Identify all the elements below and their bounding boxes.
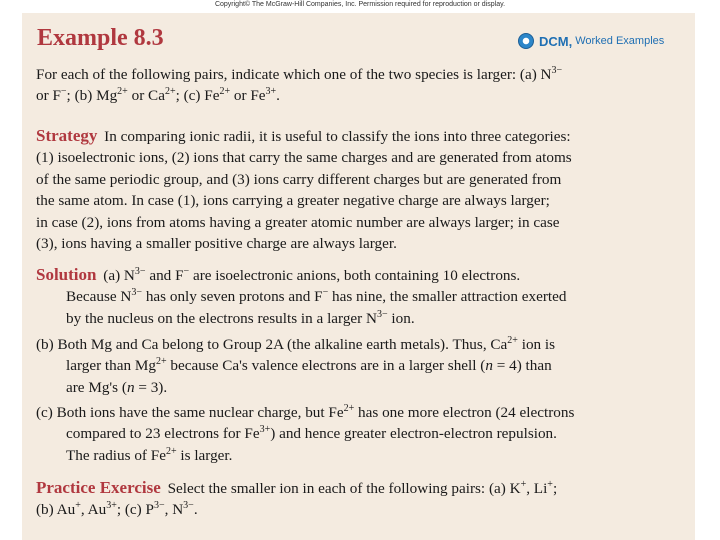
cd-disc-icon: [518, 33, 534, 49]
practice-exercise: Practice Exercise Select the smaller ion in each of the following pairs: (a) K+, Li+; (b) Au+, $Au^{3+}$; (c) $P^{3-}$, $N^{3-}$.: [36, 478, 558, 519]
dcm-badge-label: Worked Examples: [575, 35, 665, 47]
strategy-heading: Strategy: [36, 126, 98, 145]
solution-part-c: (c) Both ions have the same nuclear charge, but $Fe^{2+}$ has one more electron (24 electrons compared to 23 electrons for $Fe^{3+}$) and hence greater electron-electron repulsion. The radius of $Fe^{2+}$ is larger.: [36, 403, 575, 464]
solution-section: Solution (a) $N^{3-}$ and F− are isoelectronic anions, both containing 10 electrons. Because $N^{3-}$ has only seven protons and F− has nine, the smaller attraction exerted by the nucleus on the electrons results in a larger $N^{3-}$ ion.: [36, 265, 567, 327]
solution-part-b: (b) Both Mg and Ca belong to Group 2A (the alkaline earth metals). Thus, $Ca^{2+}$ ion is larger than $Mg^{2+}$ because Ca's valence electrons are in a larger shell (n = 4) than are Mg's (n = 3).: [36, 335, 556, 396]
dcm-badge[interactable]: [518, 33, 664, 49]
practice-heading: Practice Exercise: [36, 478, 161, 497]
problem-statement: For each of the following pairs, indicate which one of the two species is larger: (a) $N^{3-}$ or F−; (b) $Mg^{2+}$ or $Ca^{2+}$; (c) $Fe^{2+}$ or $Fe^{3+}$.: [36, 65, 563, 105]
example-title: Example 8.3: [37, 25, 164, 51]
copyright-notice: Copyright© The McGraw-Hill Companies, Inc. Permission required for reproduction or display.: [214, 1, 506, 8]
strategy-section: Strategy In comparing ionic radii, it is useful to classify the ions into three categories: (1) isoelectronic ions, (2) ions that carry the same charges and are generated from atoms of the same periodic group, and (3) ions carry different charges but are generated from the same atom. In case (1), ions carrying a greater negative charge are always larger; in case (2), ions from atoms having a greater atomic number are always larger; in case (3), ions having a smaller positive charge are always larger.: [36, 126, 572, 253]
solution-heading: Solution: [36, 265, 97, 284]
dcm-badge-strong: DCM,: [539, 33, 573, 49]
